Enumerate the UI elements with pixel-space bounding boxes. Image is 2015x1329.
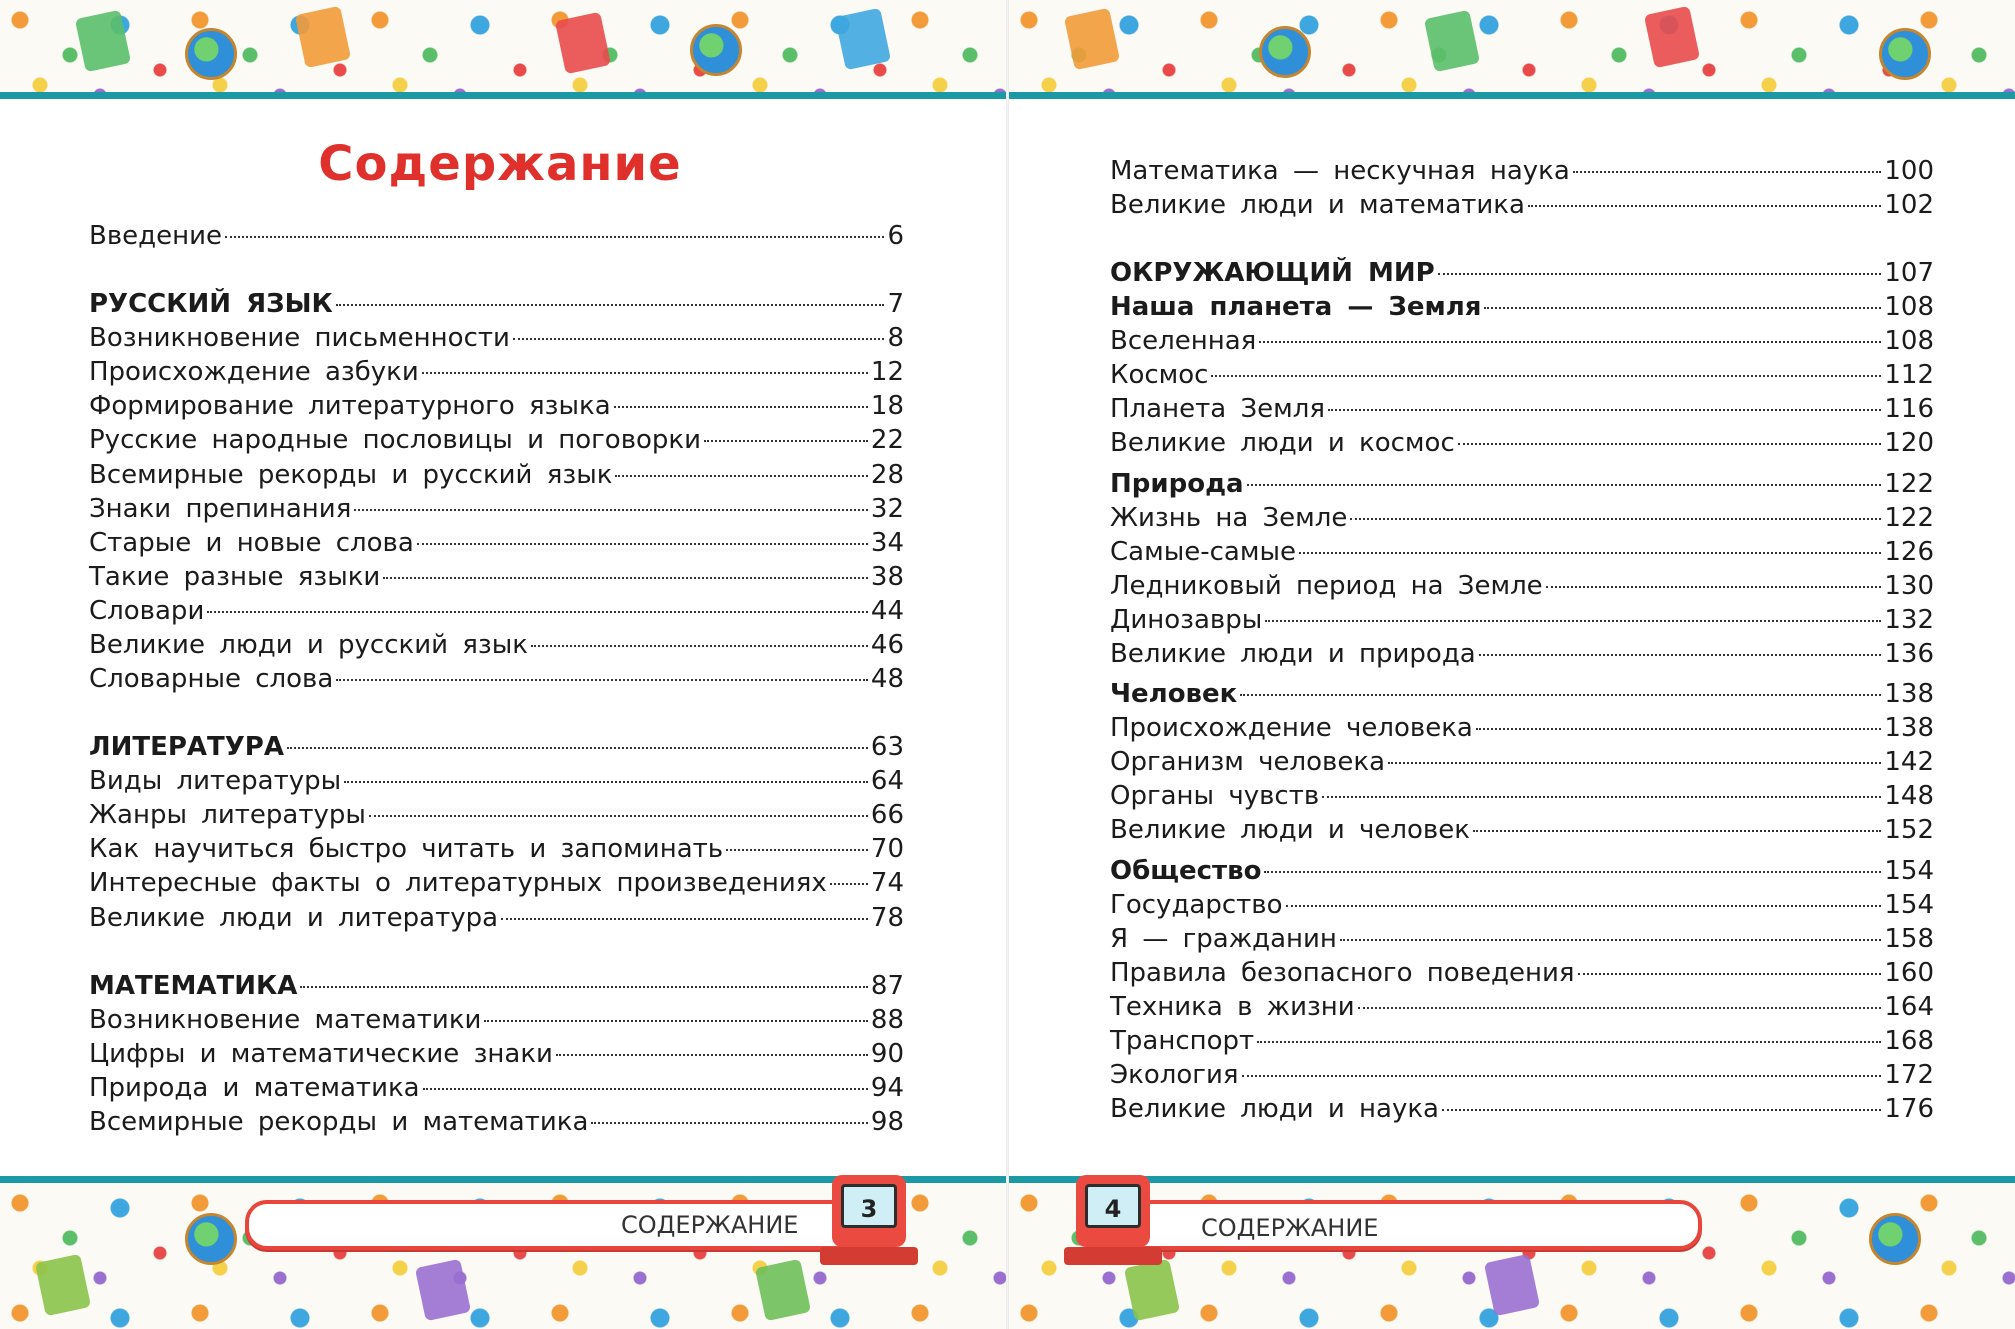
toc-entry [89, 389, 904, 423]
toc-page-number: 48 [870, 664, 904, 695]
toc-page-number: 46 [870, 630, 904, 660]
toc-leader-dots [336, 679, 868, 681]
toc-page-number: 22 [870, 425, 904, 456]
toc-entry [1110, 392, 1934, 426]
toc-page-number: 34 [870, 527, 904, 558]
footer-bar [1099, 1200, 1702, 1250]
toc-entry [1110, 501, 1934, 535]
notebook-icon [415, 1259, 471, 1321]
toc-entry-title: Государство [1110, 890, 1283, 920]
globe-icon [185, 1213, 237, 1265]
toc-leader-dots [1442, 1109, 1881, 1111]
toc-entry-title: Цифры и математические знаки [89, 1039, 553, 1070]
toc-page-number: 88 [870, 1005, 904, 1036]
toc-leader-dots [1242, 1075, 1882, 1077]
toc-page-number: 108 [1884, 326, 1934, 356]
toc-entry-title: Планета Земля [1110, 394, 1325, 424]
toc-leader-dots [1328, 409, 1881, 411]
toc-leader-dots [1340, 939, 1881, 941]
toc-entry [1110, 1092, 1934, 1126]
toc-entry-title: Всемирные рекорды и математика [89, 1107, 589, 1138]
toc-leader-dots [1247, 484, 1882, 486]
toc-entry [1110, 1024, 1934, 1058]
toc-entry-title: Такие разные языки [89, 561, 381, 592]
toc-entry [1110, 677, 1934, 711]
toc-page-number: 6 [887, 221, 904, 251]
left-top-decor-band [0, 0, 1006, 99]
toc-leader-dots [513, 338, 885, 340]
toc-entry [1110, 188, 1934, 222]
toc-leader-dots [1358, 1007, 1882, 1009]
toc-entry [89, 1105, 904, 1139]
toc-page-number: 168 [1884, 1026, 1934, 1056]
toc-page-number: 136 [1884, 639, 1934, 669]
toc-section-title: МАТЕМАТИКА [89, 971, 298, 1001]
toc-entry-title: Возникновение математики [89, 1005, 482, 1036]
toc-entry-title: Природа и математика [89, 1073, 420, 1104]
toc-section-title: РУССКИЙ ЯЗЫК [89, 289, 333, 319]
toc-entry-title: Словари [89, 595, 205, 626]
toc-leader-dots [1259, 341, 1881, 343]
toc-page-number: 176 [1884, 1094, 1934, 1124]
toc-page-number: 66 [870, 800, 904, 831]
toc-page-number: 126 [1884, 537, 1934, 567]
toc-entry [1110, 990, 1934, 1024]
toc-leader-dots [501, 918, 868, 920]
toc-entry-title: Великие люди и русский язык [89, 630, 528, 660]
toc-entry [1110, 603, 1934, 637]
toc-page-number: 100 [1884, 156, 1934, 186]
globe-icon [1879, 28, 1931, 80]
toc-entry-title: Организм человека [1110, 747, 1386, 777]
toc-leader-dots [422, 372, 868, 374]
toc-section-title: ОКРУЖАЮЩИЙ МИР [1110, 258, 1435, 288]
toc-leader-dots [417, 543, 868, 545]
toc-entry-title: Интересные факты о литературных произведениях [89, 868, 827, 899]
toc-section-title: Наша планета — Земля [1110, 292, 1482, 322]
toc-leader-dots [556, 1054, 868, 1056]
toc-entry [89, 730, 904, 764]
toc-leader-dots [1388, 762, 1881, 764]
toc-entry [89, 866, 904, 900]
toc-entry [89, 1071, 904, 1105]
toc-leader-dots [1299, 552, 1881, 554]
backpack-icon [1124, 1259, 1180, 1321]
toc-leader-dots [704, 440, 868, 442]
toc-entry-title: Великие люди и человек [1110, 815, 1470, 845]
toc-entry [89, 219, 904, 253]
footer-section-label: СОДЕРЖАНИЕ [621, 1211, 799, 1239]
globe-icon [1869, 1213, 1921, 1265]
toc-leader-dots [207, 611, 868, 613]
toc-entry [89, 628, 904, 662]
toc-leader-dots [1257, 1041, 1881, 1043]
footer-section-label: СОДЕРЖАНИЕ [1201, 1214, 1379, 1242]
toc-entry [1110, 711, 1934, 745]
toc-leader-dots [1484, 307, 1881, 309]
toc-entry-title: Ледниковый период на Земле [1110, 571, 1543, 601]
toc-entry-title: Великие люди и литература [89, 902, 499, 933]
globe-icon [690, 24, 742, 76]
toc-leader-dots [344, 781, 868, 783]
toc-entry-title: Великие люди и космос [1110, 428, 1455, 458]
toc-page-number: 12 [870, 357, 904, 388]
notebook-icon [1484, 1254, 1540, 1316]
toc-page-number: 78 [870, 902, 904, 933]
toc-leader-dots [1578, 973, 1882, 975]
book-icon [1064, 8, 1120, 70]
toc-entry-title: Всемирные рекорды и русский язык [89, 459, 613, 490]
toc-entry-title: Русские народные пословицы и поговорки [89, 425, 702, 456]
toc-leader-dots [591, 1122, 868, 1124]
toc-entry-title: Космос [1110, 360, 1209, 390]
toc-leader-dots [1479, 654, 1882, 656]
toc-entry-title: Вселенная [1110, 326, 1257, 356]
toc-entry-title: Знаки препинания [89, 493, 352, 524]
toc-page-number: 18 [870, 391, 904, 422]
toc-entry-title: Органы чувств [1110, 781, 1320, 811]
toc-page-number: 132 [1884, 605, 1934, 635]
toc-entry-title: Математика — нескучная наука [1110, 156, 1570, 186]
toc-section-title: Природа [1110, 469, 1244, 499]
toc-leader-dots [1473, 830, 1881, 832]
toc-entry [89, 355, 904, 389]
toc-page-number: 164 [1884, 992, 1934, 1022]
toc-entry [89, 1037, 904, 1071]
toc-entry-title: Возникновение письменности [89, 323, 510, 354]
toc-leader-dots [369, 815, 868, 817]
toc-entry-title: Великие люди и математика [1110, 190, 1525, 220]
toc-entry [89, 901, 904, 935]
toc-page-number: 160 [1884, 958, 1934, 988]
toc-leader-dots [1286, 905, 1882, 907]
notebook-icon [835, 8, 891, 70]
toc-page-number: 74 [870, 868, 904, 899]
toc-page-number: 142 [1884, 747, 1934, 777]
book-icon [295, 6, 351, 68]
toc-entry-title: Великие люди и природа [1110, 639, 1476, 669]
toc-entry [1110, 358, 1934, 392]
toc-leader-dots [1528, 205, 1881, 207]
globe-icon [185, 28, 237, 80]
toc-section-title: ЛИТЕРАТУРА [89, 732, 284, 762]
toc-entry [89, 832, 904, 866]
toc-entry [1110, 426, 1934, 460]
toc-page-number: 94 [870, 1073, 904, 1104]
page-number: 4 [1085, 1184, 1141, 1228]
toc-entry [1110, 779, 1934, 813]
toc-leader-dots [1264, 871, 1881, 873]
toc-page-number: 8 [887, 323, 904, 354]
toc-page-number: 152 [1884, 815, 1934, 845]
toc-page-number: 64 [870, 766, 904, 797]
toc-leader-dots [287, 747, 868, 749]
toc-entry [89, 594, 904, 628]
toc-entry-title: Происхождение человека [1110, 713, 1473, 743]
toc-entry [89, 764, 904, 798]
toc-entry [1110, 922, 1934, 956]
toc-page-number: 120 [1884, 428, 1934, 458]
toc-leader-dots [354, 509, 868, 511]
toc-entry [89, 492, 904, 526]
page-number-laptop [832, 1175, 906, 1247]
toc-entry-title: Жанры литературы [89, 800, 366, 831]
toc-entry-title: Великие люди и наука [1110, 1094, 1439, 1124]
toc-entry-title: Старые и новые слова [89, 527, 414, 558]
toc-leader-dots [1322, 796, 1881, 798]
toc-leader-dots [1573, 171, 1882, 173]
toc-entry-title: Жизнь на Земле [1110, 503, 1348, 533]
notebook-icon [75, 10, 131, 72]
page-number: 3 [841, 1184, 897, 1228]
toc-entry-title: Я — гражданин [1110, 924, 1337, 954]
laptop-keyboard-icon [820, 1247, 918, 1265]
toc-page-number: 154 [1884, 890, 1934, 920]
toc-entry-title: Экология [1110, 1060, 1239, 1090]
toc-page-number: 63 [870, 732, 904, 762]
toc-leader-dots [1211, 375, 1881, 377]
toc-entry [89, 662, 904, 696]
toc-section-title: Человек [1110, 679, 1238, 709]
toc-page-number: 28 [870, 459, 904, 490]
toc-entry [1110, 467, 1934, 501]
toc-entry [1110, 535, 1934, 569]
toc-entry [1110, 813, 1934, 847]
toc-entry-title: Формирование литературного языка [89, 391, 611, 422]
toc-entry [89, 423, 904, 457]
toc-leader-dots [615, 475, 867, 477]
toc-page-number: 107 [1884, 258, 1934, 288]
toc-leader-dots [1546, 586, 1882, 588]
globe-icon [1259, 26, 1311, 78]
toc-leader-dots [726, 849, 868, 851]
toc-entry-title: Введение [89, 221, 223, 251]
toc-page-number: 38 [870, 561, 904, 592]
toc-entry [89, 798, 904, 832]
right-top-decor-band [1009, 0, 2015, 99]
toc-entry [1110, 154, 1934, 188]
toc-leader-dots [531, 645, 868, 647]
toc-leader-dots [1265, 620, 1881, 622]
toc-entry-title: Транспорт [1110, 1026, 1255, 1056]
laptop-keyboard-icon [1064, 1247, 1162, 1265]
left-toc [89, 219, 904, 1139]
toc-leader-dots [300, 986, 868, 988]
toc-entry [89, 458, 904, 492]
page-title: Содержание [318, 136, 682, 192]
toc-entry [89, 969, 904, 1003]
toc-entry [1110, 888, 1934, 922]
toc-page-number: 148 [1884, 781, 1934, 811]
toc-leader-dots [484, 1020, 867, 1022]
toc-leader-dots [614, 406, 868, 408]
toc-leader-dots [225, 236, 884, 238]
toc-page-number: 130 [1884, 571, 1934, 601]
toc-page-number: 154 [1884, 856, 1934, 886]
toc-leader-dots [1240, 694, 1881, 696]
toc-entry [1110, 256, 1934, 290]
toc-leader-dots [1458, 443, 1882, 445]
toc-leader-dots [1476, 728, 1882, 730]
toc-entry [89, 1003, 904, 1037]
toc-entry [1110, 854, 1934, 888]
toc-entry-title: Техника в жизни [1110, 992, 1355, 1022]
toc-page-number: 122 [1884, 469, 1934, 499]
right-page [1009, 0, 2015, 1329]
toc-entry [1110, 745, 1934, 779]
toc-page-number: 44 [870, 595, 904, 626]
toc-leader-dots [1350, 518, 1881, 520]
toc-entry-title: Динозавры [1110, 605, 1263, 635]
toc-entry-title: Происхождение азбуки [89, 357, 419, 388]
toc-leader-dots [830, 883, 868, 885]
left-page [0, 0, 1006, 1329]
toc-leader-dots [336, 304, 885, 306]
toc-entry [89, 321, 904, 355]
toc-entry [89, 560, 904, 594]
folder-icon [555, 12, 611, 74]
toc-leader-dots [1438, 273, 1882, 275]
toc-entry [1110, 1058, 1934, 1092]
toc-entry [1110, 290, 1934, 324]
toc-entry-title: Как научиться быстро читать и запоминать [89, 834, 724, 865]
page-number-laptop [1076, 1175, 1150, 1247]
toc-entry-title: Правила безопасного поведения [1110, 958, 1575, 988]
toc-entry-title: Виды литературы [89, 766, 342, 797]
toc-entry [89, 287, 904, 321]
toc-entry [1110, 324, 1934, 358]
toc-page-number: 108 [1884, 292, 1934, 322]
toc-page-number: 87 [870, 971, 904, 1001]
toc-entry [1110, 956, 1934, 990]
toc-entry [1110, 637, 1934, 671]
toc-page-number: 158 [1884, 924, 1934, 954]
toc-entry [89, 526, 904, 560]
toc-page-number: 32 [870, 493, 904, 524]
toc-entry [1110, 569, 1934, 603]
toc-page-number: 138 [1884, 713, 1934, 743]
toc-page-number: 7 [887, 289, 904, 319]
toc-page-number: 122 [1884, 503, 1934, 533]
toc-page-number: 112 [1884, 360, 1934, 390]
toc-page-number: 138 [1884, 679, 1934, 709]
toc-leader-dots [423, 1088, 868, 1090]
right-toc [1110, 154, 1934, 1134]
toc-page-number: 102 [1884, 190, 1934, 220]
toc-leader-dots [383, 577, 868, 579]
notebook-icon [1424, 10, 1480, 72]
toc-page-number: 116 [1884, 394, 1934, 424]
toc-page-number: 98 [870, 1107, 904, 1138]
backpack-icon [35, 1254, 91, 1316]
toc-section-title: Общество [1110, 856, 1262, 886]
backpack-icon [755, 1259, 811, 1321]
toc-entry-title: Словарные слова [89, 664, 334, 695]
toc-entry-title: Самые-самые [1110, 537, 1296, 567]
toc-page-number: 90 [870, 1039, 904, 1070]
toc-page-number: 172 [1884, 1060, 1934, 1090]
toc-page-number: 70 [870, 834, 904, 865]
folder-icon [1644, 6, 1700, 68]
